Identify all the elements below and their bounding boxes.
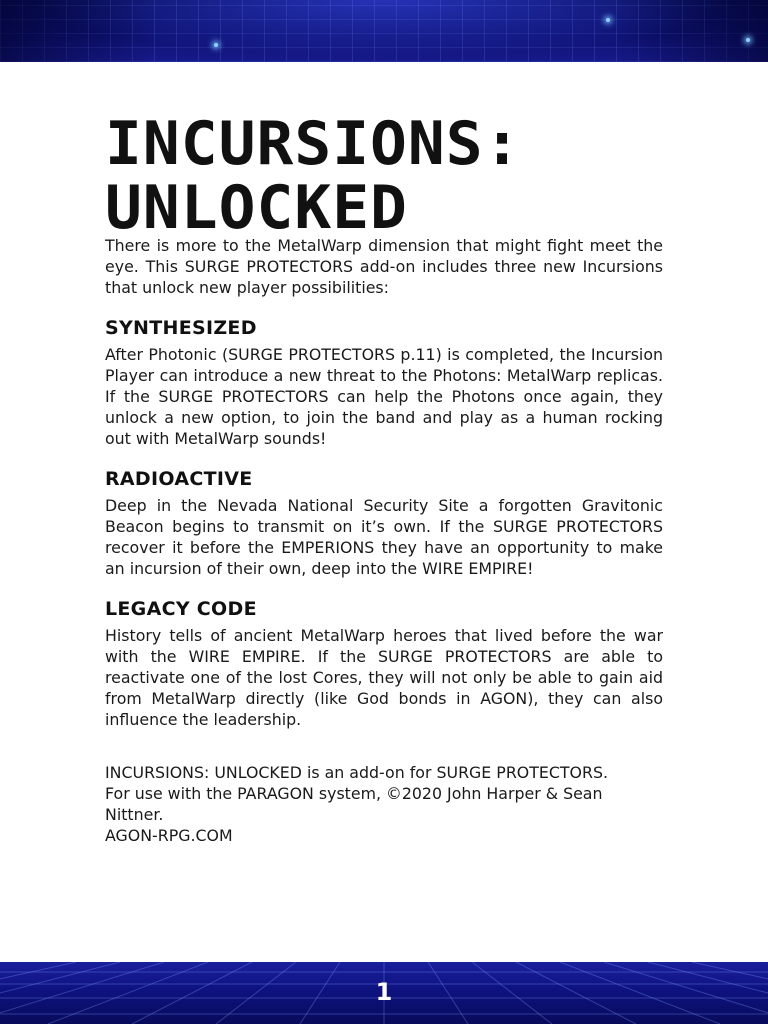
credits-line-1: INCURSIONS: UNLOCKED is an add-on for SURGE PROTECTORS. bbox=[105, 763, 608, 782]
star-sparkle bbox=[214, 43, 218, 47]
page-title bbox=[105, 109, 522, 243]
section-body-legacy-code: History tells of ancient MetalWarp heroes that lived before the war with the WIRE EMPIRE. If the SURGE PROTECTORS are able to reactivate one of the lost Cores, they will not only be able to gain aid from MetalWarp directly (like God bonds in AGON), they can also influence the leadership. bbox=[105, 626, 663, 729]
title-line-1: INCURSIONS: bbox=[105, 109, 522, 179]
section-heading-radioactive: RADIOACTIVE bbox=[105, 468, 253, 490]
credits-line-3: AGON-RPG.COM bbox=[105, 826, 233, 845]
article-body bbox=[105, 235, 663, 846]
intro-paragraph: There is more to the MetalWarp dimension that might fight meet the eye. This SURGE PROTECTORS add-on includes three new Incursions that unlock new player possibilities: bbox=[105, 236, 663, 297]
section-heading-synthesized: SYNTHESIZED bbox=[105, 317, 257, 339]
star-sparkle bbox=[746, 38, 750, 42]
star-sparkle bbox=[606, 18, 610, 22]
title-line-2: UNLOCKED bbox=[105, 173, 408, 243]
credits-note bbox=[105, 762, 663, 846]
section-body-radioactive: Deep in the Nevada National Security Site a forgotten Gravitonic Beacon begins to transmit on it’s own. If the SURGE PROTECTORS recover it before the EMPERIONS they have an opportunity to make an incursion of their own, deep into the WIRE EMPIRE! bbox=[105, 496, 663, 578]
top-banner bbox=[0, 0, 768, 62]
page-number: 1 bbox=[375, 978, 393, 1006]
section-heading-legacy-code: LEGACY CODE bbox=[105, 598, 257, 620]
credits-line-2: For use with the PARAGON system, ©2020 John Harper & Sean Nittner. bbox=[105, 784, 603, 824]
section-body-synthesized: After Photonic (SURGE PROTECTORS p.11) is completed, the Incursion Player can introduce a new threat to the Photons: MetalWarp replicas. If the SURGE PROTECTORS can help the Photons once again, they unlock a new option, to join the band and play as a human rocking out with MetalWarp sounds! bbox=[105, 345, 663, 448]
